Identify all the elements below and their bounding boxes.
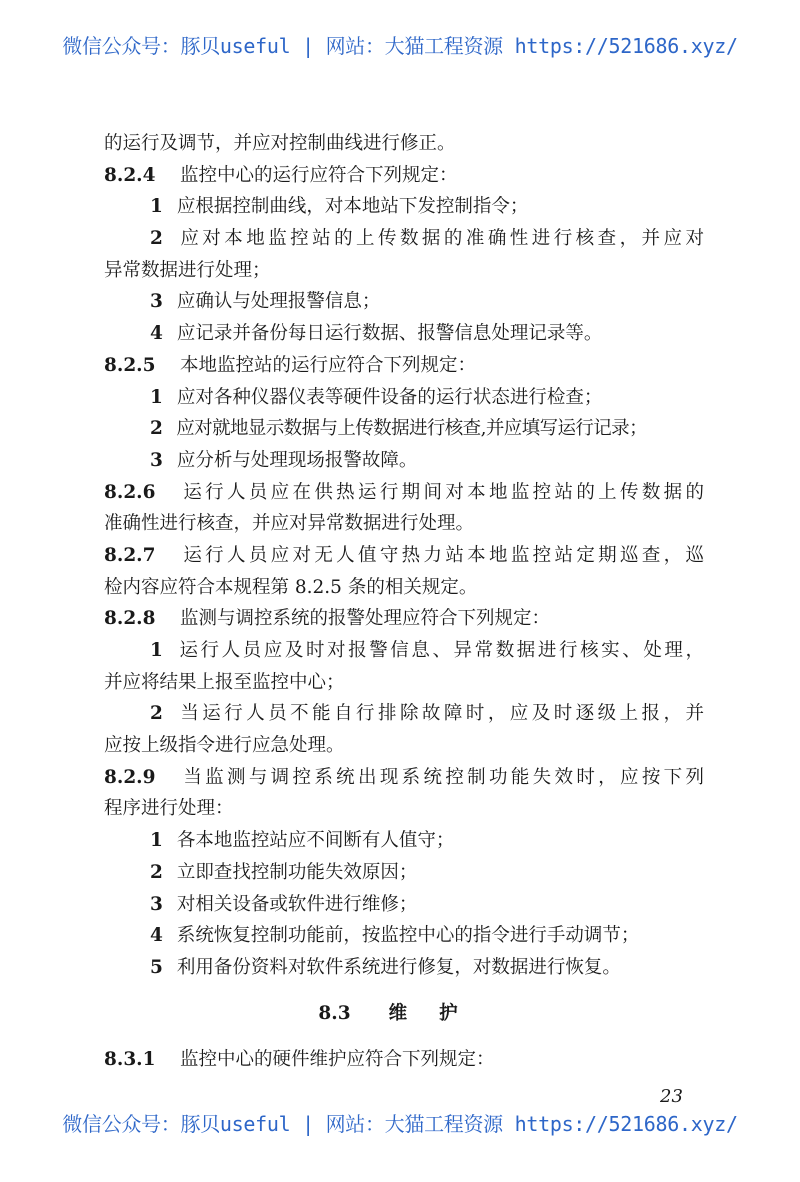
list-item: 3 应确认与处理报警信息； — [150, 291, 381, 313]
clause-8-2-7: 8.2.7 运行人员应对无人值守热力站本地监控站定期巡查，巡 — [104, 540, 704, 572]
list-item: 2 应对就地显示数据与上传数据进行核查,并应填写运行记录； — [150, 418, 647, 440]
list-item: 1 应根据控制曲线，对本地站下发控制指令； — [150, 196, 529, 218]
clause-number: 8.3.1 — [104, 1048, 156, 1070]
clause-8-3-1: 8.3.1 监控中心的硬件维护应符合下列规定： — [104, 1044, 704, 1076]
page-body — [104, 128, 704, 1075]
clause-number: 8.2.7 — [104, 544, 156, 566]
clause-number: 8.2.8 — [104, 608, 156, 630]
section-title: 维护 — [388, 1002, 490, 1024]
clause-number: 8.2.6 — [104, 481, 156, 503]
paragraph-line: 检内容应符合本规程第 8.2.5 条的相关规定。 — [104, 576, 478, 598]
clause-number: 8.2.9 — [104, 766, 156, 788]
paragraph-line: 程序进行处理： — [104, 798, 234, 820]
list-item: 2 当运行人员不能自行排除故障时，应及时逐级上报，并 — [150, 703, 704, 725]
paragraph-line: 并应将结果上报至监控中心； — [104, 671, 345, 693]
clause-8-2-5: 8.2.5 本地监控站的运行应符合下列规定： — [104, 350, 704, 382]
list-item: 2 立即查找控制功能失效原因； — [150, 861, 418, 883]
list-item: 3 对相关设备或软件进行维修； — [150, 893, 418, 915]
clause-8-2-9: 8.2.9 当监测与调控系统出现系统控制功能失效时，应按下列 — [104, 762, 704, 794]
clause-8-2-8: 8.2.8 监测与调控系统的报警处理应符合下列规定： — [104, 603, 704, 635]
list-item: 1 运行人员应及时对报警信息、异常数据进行核实、处理， — [150, 640, 704, 661]
page-number: 23 — [660, 1086, 683, 1107]
section-heading — [104, 984, 704, 1044]
list-item: 1 应对各种仪器仪表等硬件设备的运行状态进行检查； — [150, 386, 603, 408]
section-number: 8.3 — [318, 1002, 351, 1024]
paragraph-line: 异常数据进行处理； — [104, 259, 271, 281]
paragraph-line: 应按上级指令进行应急处理。 — [104, 735, 345, 757]
list-item: 3 应分析与处理现场报警故障。 — [150, 449, 418, 471]
list-item: 4 系统恢复控制功能前，按监控中心的指令进行手动调节； — [150, 925, 640, 947]
watermark-bottom: 微信公众号：豚贝useful | 网站：大猫工程资源 https://521686.xyz/ — [62, 1112, 738, 1136]
clause-number: 8.2.4 — [104, 164, 156, 186]
list-item: 1 各本地监控站应不间断有人值守； — [150, 830, 455, 852]
list-item: 5 利用备份资料对软件系统进行修复，对数据进行恢复。 — [150, 956, 621, 978]
clause-number: 8.2.5 — [104, 354, 156, 376]
paragraph-line: 准确性进行核查，并应对异常数据进行处理。 — [104, 513, 475, 535]
clause-8-2-4: 8.2.4 监控中心的运行应符合下列规定： — [104, 160, 704, 192]
clause-8-2-6: 8.2.6 运行人员应在供热运行期间对本地监控站的上传数据的 — [104, 477, 704, 509]
list-item: 4 应记录并备份每日运行数据、报警信息处理记录等。 — [150, 323, 603, 345]
list-item: 2 应对本地监控站的上传数据的准确性进行核查，并应对 — [150, 228, 704, 250]
paragraph-line: 的运行及调节，并应对控制曲线进行修正。 — [104, 133, 456, 154]
watermark-top: 微信公众号：豚贝useful | 网站：大猫工程资源 https://521686.xyz/ — [62, 34, 738, 58]
